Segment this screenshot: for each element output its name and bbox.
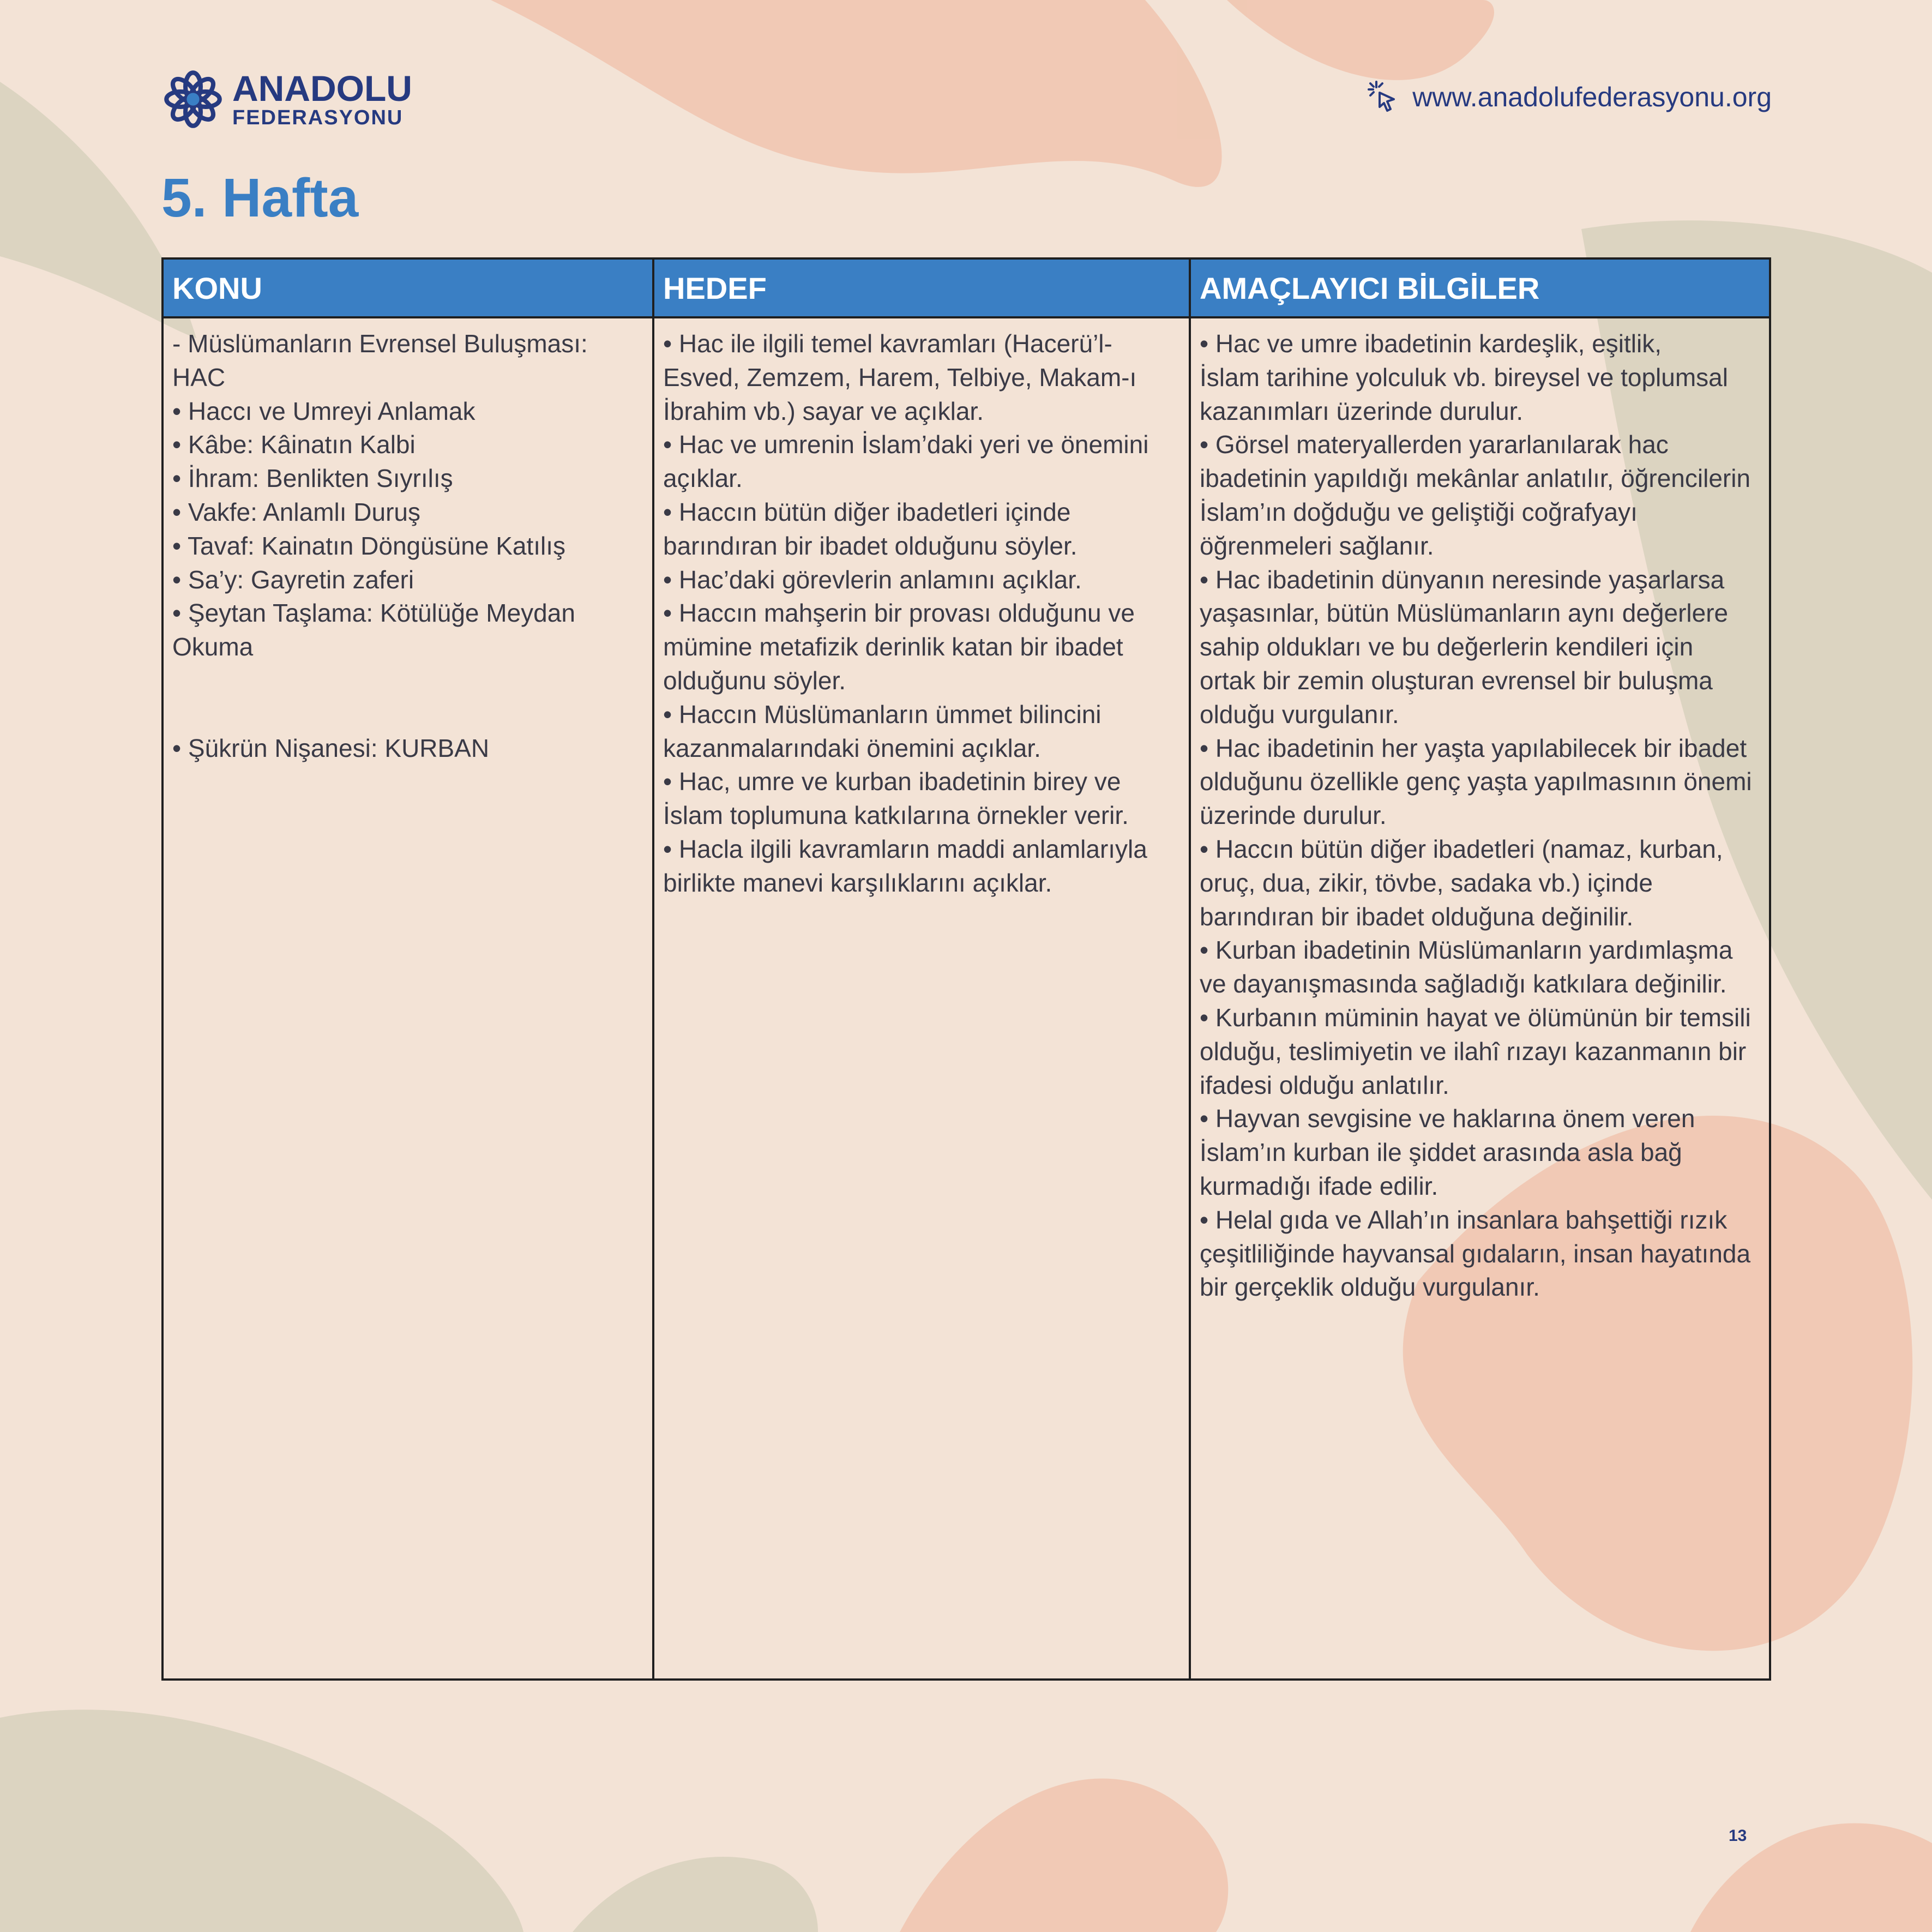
konu-line: • Vakfe: Anlamlı Duruş xyxy=(172,497,420,526)
bilgiler-line: olduğu, teslimiyetin ve ilahî rızayı kazanmanın bir xyxy=(1200,1037,1747,1066)
hedef-line: • Haccın bütün diğer ibadetleri içinde xyxy=(663,497,1071,526)
bilgiler-line: • Görsel materyallerden yararlanılarak hac xyxy=(1200,430,1669,459)
konu-line: • Haccı ve Umreyi Anlamak xyxy=(172,396,476,425)
bilgiler-line: bir gerçeklik olduğu vurgulanır. xyxy=(1200,1273,1540,1302)
hedef-line: Esved, Zemzem, Harem, Telbiye, Makam-ı xyxy=(663,363,1137,392)
konu-line: • İhram: Benlikten Sıyrılış xyxy=(172,464,453,493)
hedef-line: • Hac ile ilgili temel kavramları (Hacerü’l- xyxy=(663,329,1112,358)
bilgiler-line: barındıran bir ibadet olduğuna değinilir. xyxy=(1200,902,1634,931)
bilgiler-line: ifadesi olduğu anlatılır. xyxy=(1200,1070,1449,1099)
bilgiler-line: sahip oldukları ve bu değerlerin kendileri için xyxy=(1200,633,1694,661)
header-hedef: HEDEF xyxy=(654,260,1189,318)
cursor-click-icon xyxy=(1365,80,1400,115)
bilgiler-line: öğrenmeleri sağlanır. xyxy=(1200,531,1434,560)
hedef-line: olduğunu söyler. xyxy=(663,666,846,695)
brand-logo[interactable] xyxy=(161,68,412,131)
hedef-column xyxy=(652,260,1189,1678)
konu-line: • Şükrün Nişanesi: KURBAN xyxy=(172,733,490,762)
bilgiler-column xyxy=(1189,260,1769,1678)
konu-line: • Şeytan Taşlama: Kötülüğe Meydan xyxy=(172,599,575,628)
header-amaclayici-bilgiler: AMAÇLAYICI BİLGİLER xyxy=(1191,260,1769,318)
bilgiler-line: • Hac ibadetinin dünyanın neresinde yaşarlarsa xyxy=(1200,565,1725,594)
konu-line: Okuma xyxy=(172,633,254,661)
konu-line xyxy=(172,698,643,732)
bilgiler-line: • Helal gıda ve Allah’ın insanlara bahşettiği rızık xyxy=(1200,1205,1728,1234)
hedef-line: barındıran bir ibadet olduğunu söyler. xyxy=(663,531,1078,560)
konu-line xyxy=(172,664,643,698)
bilgiler-line: ve dayanışmasında sağladığı katkılara değinilir. xyxy=(1200,970,1727,998)
bilgiler-line: • Hac ve umre ibadetinin kardeşlik, eşitlik, xyxy=(1200,329,1662,358)
konu-line: - Müslümanların Evrensel Buluşması: xyxy=(172,329,588,358)
hedef-line: açıklar. xyxy=(663,464,743,493)
hedef-line: birlikte manevi karşılıklarını açıklar. xyxy=(663,868,1052,897)
bilgiler-line: İslam’ın doğduğu ve geliştiği coğrafyayı xyxy=(1200,497,1638,526)
hedef-line: kazanmalarındaki önemini açıklar. xyxy=(663,733,1041,762)
hedef-line: • Haccın Müslümanların ümmet bilincini xyxy=(663,700,1102,729)
curriculum-table xyxy=(161,257,1771,1681)
bilgiler-line: olduğunu özellikle genç yaşta yapılmasının önemi xyxy=(1200,767,1752,796)
hedef-line: • Hacla ilgili kavramların maddi anlamlarıyla xyxy=(663,834,1147,863)
bilgiler-line: ortak bir zemin oluşturan evrensel bir buluşma xyxy=(1200,666,1713,695)
bilgiler-line: • Hayvan sevgisine ve haklarına önem veren xyxy=(1200,1104,1695,1133)
page-number: 13 xyxy=(1729,1827,1747,1845)
bilgiler-line: olduğu vurgulanır. xyxy=(1200,700,1399,729)
bilgiler-cell xyxy=(1191,318,1769,1678)
website-url: www.anadolufederasyonu.org xyxy=(1412,82,1772,112)
hedef-cell xyxy=(654,318,1189,1678)
hedef-line: İbrahim vb.) sayar ve açıklar. xyxy=(663,396,984,425)
hedef-line: İslam toplumuna katkılarına örnekler verir. xyxy=(663,801,1129,830)
konu-cell xyxy=(164,318,652,1678)
page-title: 5. Hafta xyxy=(161,167,359,228)
hedef-line: mümine metafizik derinlik katan bir ibadet xyxy=(663,633,1123,661)
hedef-line: • Hac, umre ve kurban ibadetinin birey ve xyxy=(663,767,1121,796)
website-link[interactable] xyxy=(1365,80,1772,115)
hedef-line: • Hac’daki görevlerin anlamını açıklar. xyxy=(663,565,1082,594)
konu-line: HAC xyxy=(172,363,226,392)
bilgiler-line: • Haccın bütün diğer ibadetleri (namaz, kurban, xyxy=(1200,834,1723,863)
konu-column xyxy=(164,260,652,1678)
header-konu: KONU xyxy=(164,260,652,318)
bilgiler-line: kazanımları üzerinde durulur. xyxy=(1200,396,1524,425)
bilgiler-line: kurmadığı ifade edilir. xyxy=(1200,1171,1439,1200)
hedef-line: • Haccın mahşerin bir provası olduğunu ve xyxy=(663,599,1135,628)
bilgiler-line: • Kurbanın müminin hayat ve ölümünün bir temsili xyxy=(1200,1003,1751,1032)
bilgiler-line: çeşitliliğinde hayvansal gıdaların, insan hayatında xyxy=(1200,1239,1751,1268)
logo-subtitle: FEDERASYONU xyxy=(232,106,404,129)
konu-line: • Sa’y: Gayretin zaferi xyxy=(172,565,414,594)
konu-line: • Tavaf: Kainatın Döngüsüne Katılış xyxy=(172,531,566,560)
bilgiler-line: oruç, dua, zikir, tövbe, sadaka vb.) içinde xyxy=(1200,868,1653,897)
bilgiler-line: • Kurban ibadetinin Müslümanların yardımlaşma xyxy=(1200,936,1733,965)
konu-line: • Kâbe: Kâinatın Kalbi xyxy=(172,430,416,459)
bilgiler-line: ibadetinin yapıldığı mekânlar anlatılır, öğrencilerin xyxy=(1200,464,1751,493)
bilgiler-line: İslam tarihine yolculuk vb. bireysel ve toplumsal xyxy=(1200,363,1728,392)
logo-title: ANADOLU xyxy=(232,68,412,109)
bilgiler-line: üzerinde durulur. xyxy=(1200,801,1387,830)
bilgiler-line: yaşasınlar, bütün Müslümanların aynı değerlere xyxy=(1200,599,1729,628)
logo-mark-icon xyxy=(161,68,225,131)
hedef-line: • Hac ve umrenin İslam’daki yeri ve önemini xyxy=(663,430,1149,459)
bilgiler-line: • Hac ibadetinin her yaşta yapılabilecek bir ibadet xyxy=(1200,733,1747,762)
bilgiler-line: İslam’ın kurban ile şiddet arasında asla bağ xyxy=(1200,1138,1682,1167)
